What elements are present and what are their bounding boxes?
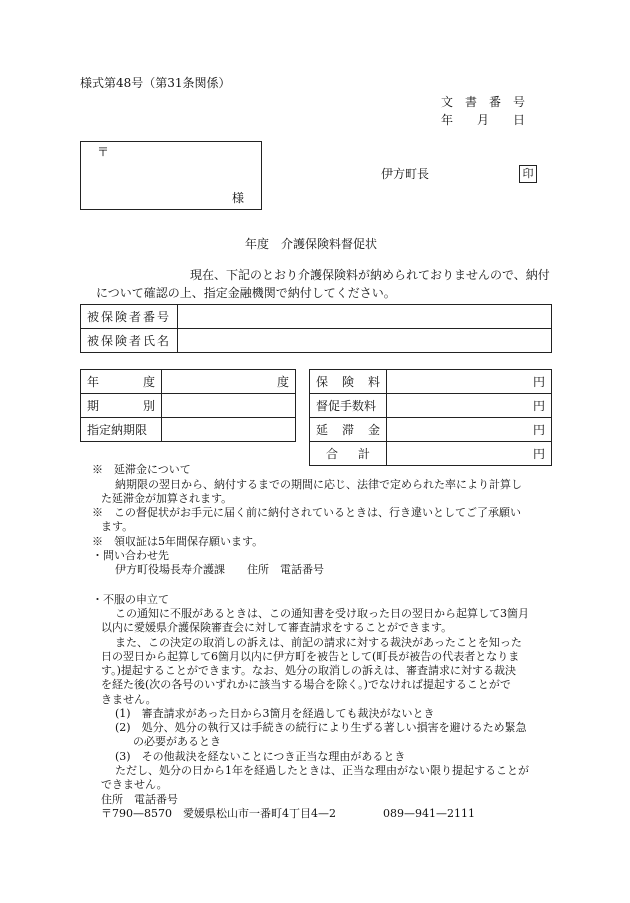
- total-value: 円: [387, 442, 552, 466]
- table-row: [81, 329, 552, 353]
- appeal-line-8: ただし、処分の日から1年を経過したときは、正当な理由がない限り提起することが: [115, 764, 529, 777]
- body-line-1: 現在、下記のとおり介護保険料が納められておりませんので、納付: [190, 268, 550, 282]
- label-part: 度: [142, 375, 155, 389]
- premium-value: 円: [387, 370, 552, 394]
- table-row: [310, 370, 552, 394]
- date-label: 年 月 日: [441, 113, 526, 127]
- label-part: 計: [357, 447, 370, 461]
- label-part: 金: [367, 423, 380, 437]
- postal-mark: 〒: [97, 145, 110, 159]
- insured-table: [80, 304, 552, 353]
- appeal-line-9: できません。: [101, 778, 168, 791]
- table-row: [81, 370, 296, 394]
- body-line-2: について確認の上、指定金融機関で納付してください。: [96, 286, 396, 300]
- fiscal-year-label: [81, 370, 162, 394]
- amount-table: [309, 369, 552, 466]
- appeal-line-1: この通知に不服があるときは、この通知書を受け取った日の翌日から起算して3箇月: [115, 607, 529, 620]
- table-row: [310, 442, 552, 466]
- appeal-item-3: (3) その他裁決を経ないことにつき正当な理由があるとき: [115, 750, 406, 763]
- reminder-fee-label: 督促手数料: [310, 394, 387, 418]
- honorific: 様: [232, 191, 245, 205]
- insured-number-value: [178, 305, 552, 329]
- table-row: [81, 394, 296, 418]
- seal-mark: 印: [519, 165, 537, 183]
- table-row: [310, 394, 552, 418]
- appeal-line-7: きません。: [101, 693, 157, 706]
- document-number-label: 文 書 番 号: [441, 95, 526, 109]
- table-row: [81, 418, 296, 442]
- appeal-item-2-cont: の必要があるとき: [133, 735, 221, 748]
- note-receipt: ※ 領収証は5年間保存願います。: [92, 535, 264, 548]
- appeal-item-2: (2) 処分、処分の執行又は手続きの続行により生ずる著しい損害を避けるため緊急: [115, 721, 527, 734]
- due-date-value: [162, 418, 296, 442]
- label-part: 合: [326, 447, 339, 461]
- installment-label: [81, 394, 162, 418]
- appeal-line-5: す。)提起することができます。なお、処分の取消しの訴えは、審査請求に対する裁決: [101, 664, 517, 677]
- label-part: 延: [316, 423, 329, 437]
- note-paid-line-2: ます。: [101, 520, 134, 533]
- label-part: 険: [341, 375, 354, 389]
- insured-number-label: 被保険者番号: [81, 305, 178, 329]
- issuer-name: 伊方町長: [381, 167, 430, 181]
- table-row: [310, 418, 552, 442]
- installment-value: [162, 394, 296, 418]
- late-fee-label: [310, 418, 387, 442]
- council-phone: 089—941—2111: [383, 807, 475, 820]
- page-title: 年度 介護保険料督促状: [245, 237, 378, 251]
- contact-line: 伊方町役場長寿介護課 住所 電話番号: [115, 563, 324, 576]
- label-part: 年: [87, 375, 100, 389]
- note-late-fee-line-1: 納期限の翌日から、納付するまでの期間に応じ、法律で定められた率により計算し: [115, 478, 522, 491]
- form-number: 様式第48号（第31条関係）: [80, 76, 231, 90]
- table-row: [81, 305, 552, 329]
- label-part: 料: [367, 375, 380, 389]
- insured-name-label: 被保険者氏名: [81, 329, 178, 353]
- label-part: 保: [316, 375, 329, 389]
- council-address-label: 住所 電話番号: [101, 793, 178, 806]
- label-part: 期: [87, 399, 100, 413]
- premium-label: [310, 370, 387, 394]
- appeal-line-6: を経た後(次の各号のいずれかに該当する場合を除く。)でなければ提起することがで: [101, 678, 511, 691]
- appeal-item-1: (1) 審査請求があった日から3箇月を経過しても裁決がないとき: [115, 707, 435, 720]
- note-late-fee-title: ※ 延滞金について: [92, 463, 191, 476]
- appeal-line-3: また、この決定の取消しの訴えは、前記の請求に対する裁決があったことを知った: [115, 636, 522, 649]
- reminder-fee-value: 円: [387, 394, 552, 418]
- contact-title: ・問い合わせ先: [92, 549, 169, 562]
- council-address: 〒790—8570 愛媛県松山市一番町4丁目4—2: [101, 807, 336, 820]
- address-box: [80, 141, 262, 210]
- fiscal-year-value: 度: [162, 370, 296, 394]
- insured-name-value: [178, 329, 552, 353]
- note-late-fee-line-2: た延滞金が加算されます。: [101, 492, 233, 505]
- period-table: [80, 369, 296, 442]
- appeal-line-2: 以内に愛媛県介護保険審査会に対して審査請求をすることができます。: [101, 621, 453, 634]
- due-date-label: 指定納期限: [81, 418, 162, 442]
- label-part: 滞: [341, 423, 354, 437]
- label-part: 別: [142, 399, 155, 413]
- total-label: [310, 442, 387, 466]
- note-paid-line-1: ※ この督促状がお手元に届く前に納付されているときは、行き違いとしてご了承願い: [92, 506, 521, 519]
- appeal-line-4: 日の翌日から起算して6箇月以内に伊方町を被告として(町長が被告の代表者となりま: [101, 650, 520, 663]
- appeal-title: ・不服の申立て: [92, 593, 169, 606]
- late-fee-value: 円: [387, 418, 552, 442]
